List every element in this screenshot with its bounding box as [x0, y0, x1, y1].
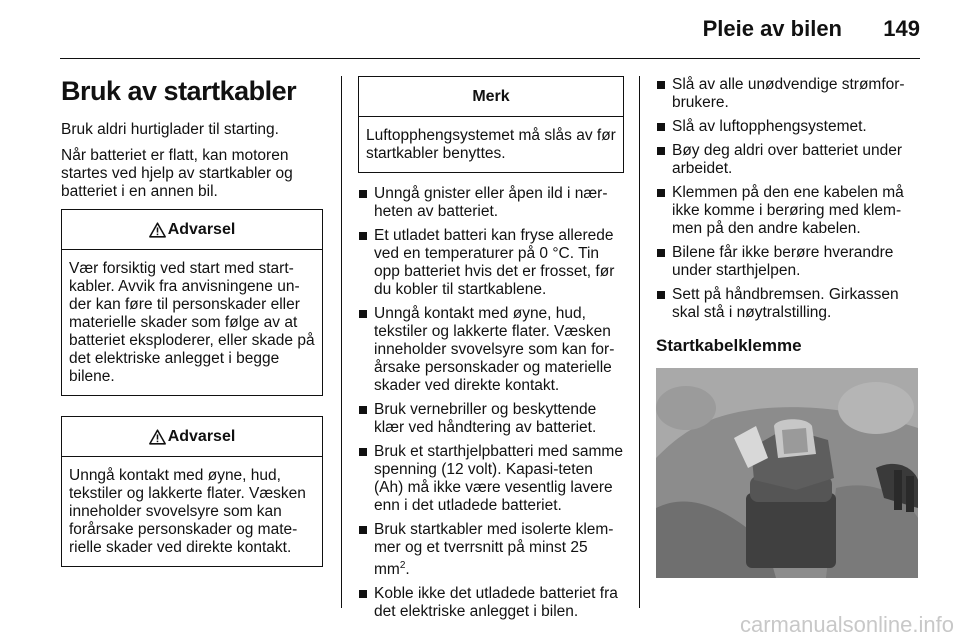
column-1 [61, 76, 323, 567]
subheading: Startkabelklemme [656, 336, 802, 355]
warning-header [62, 210, 322, 250]
warning-text: Unngå kontakt med øyne, hud, tekstiler og lakkerte flater. Væsken inneholder svovelsyre som kan forårsake personskader og mate-rielle skader ved direkte kontakt. [69, 467, 306, 556]
column-2 [358, 76, 624, 627]
page-header [0, 0, 960, 60]
note-text: Luftopphengsystemet må slås av før startkabler benyttes. [366, 127, 616, 162]
list-item: Sett på håndbremsen. Girkassen skal stå i nøytralstilling. [656, 286, 922, 322]
warning-text: Vær forsiktig ved start med start-kabler. Avvik fra anvisningene un-der kan føre til personskader eller materielle skader som følge av at batteriet eksploderer, eller skade på det elektriske anlegget i begge bilene. [69, 260, 315, 385]
header-rule [60, 58, 920, 59]
bullet-list [358, 185, 624, 621]
page-number: 149 [883, 16, 920, 41]
list-item-text: Bruk startkabler med isolerte klem-mer og et tverrsnitt på minst 25 mm [374, 521, 614, 579]
list-item: Et utladet batteri kan fryse allerede ved en temperaturer på 0 °C. Tin opp batteriet hvis det er frosset, før du kobler til startkablene. [358, 227, 624, 299]
battery-clamp-photo [656, 368, 918, 578]
warning-triangle-icon [149, 429, 166, 445]
list-item: Bruk et starthjelpbatteri med samme spenning (12 volt). Kapasi-teten (Ah) må ikke være vesentlig lavere enn i det utladede batteriet. [358, 443, 624, 515]
warning-box [61, 416, 323, 567]
paragraph: Bruk aldri hurtiglader til starting. [61, 121, 279, 138]
running-title: Pleie av bilen [702, 16, 842, 41]
warning-title: Advarsel [167, 427, 236, 445]
note-box [358, 76, 624, 173]
list-item: Klemmen på den ene kabelen må ikke komme i berøring med klem-men på den andre kabelen. [656, 184, 922, 238]
warning-triangle-icon [149, 222, 166, 238]
column-3 [656, 76, 922, 578]
list-item: Koble ikke det utladede batteriet fra det elektriske anlegget i bilen. [358, 585, 624, 621]
list-item: Unngå gnister eller åpen ild i nær-heten av batteriet. [358, 185, 624, 221]
column-divider [639, 76, 640, 608]
watermark: carmanualsonline.info [739, 612, 954, 637]
bullet-list [656, 76, 922, 322]
list-item [358, 521, 624, 579]
list-item: Slå av luftopphengsystemet. [656, 118, 922, 136]
list-item: Slå av alle unødvendige strømfor-brukere. [656, 76, 922, 112]
list-item: Bilene får ikke berøre hverandre under starthjelpen. [656, 244, 922, 280]
warning-header [62, 417, 322, 457]
list-item-end: . [405, 561, 410, 579]
note-title: Merk [359, 77, 623, 117]
list-item: Unngå kontakt med øyne, hud, tekstiler og lakkerte flater. Væsken inneholder svovelsyre som kan for-årsake personskader og materielle skader ved direkte kontakt. [358, 305, 624, 395]
warning-title: Advarsel [167, 220, 236, 238]
column-divider [341, 76, 342, 608]
warning-box [61, 209, 323, 396]
section-heading: Bruk av startkabler [61, 76, 297, 106]
superscript: 2 [399, 560, 406, 571]
list-item: Bøy deg aldri over batteriet under arbeidet. [656, 142, 922, 178]
list-item: Bruk vernebriller og beskyttende klær ved håndtering av batteriet. [358, 401, 624, 437]
paragraph: Når batteriet er flatt, kan motoren startes ved hjelp av startkabler og batteriet i en annen bil. [61, 147, 293, 200]
